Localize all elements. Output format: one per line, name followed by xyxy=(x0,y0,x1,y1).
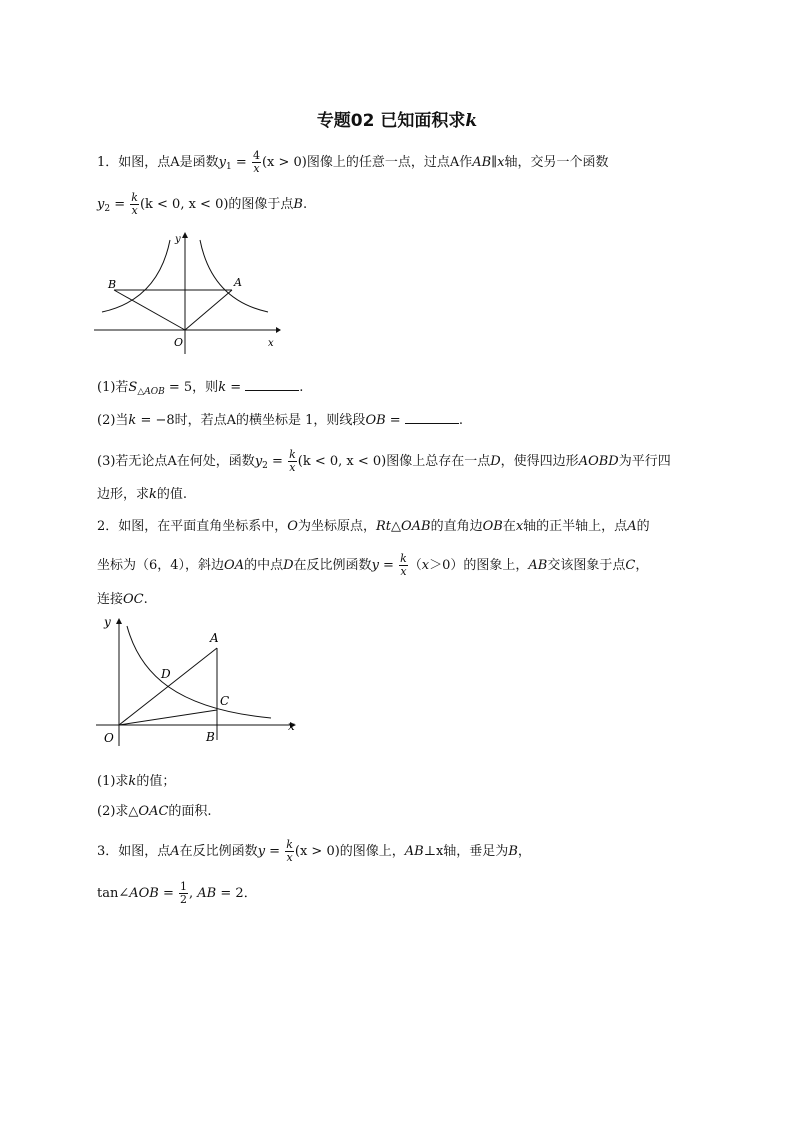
fraction-4-over-x: $\frac{4}{x}$ xyxy=(252,149,260,175)
fraction-k-over-x: $\frac{k}{x}$ xyxy=(289,448,296,474)
q2-figure xyxy=(96,614,302,746)
fraction-k-over-x: $\frac{k}{x}$ xyxy=(286,838,293,864)
fraction-k-over-x: $\frac{k}{x}$ xyxy=(131,191,138,217)
q2-line-3: 连接OC. xyxy=(97,592,148,607)
q2-line-1: 2．如图，在平面直角坐标系中，O为坐标原点，Rt△OAB的直角边OB在x轴的正半轴上，点A的 xyxy=(97,519,650,534)
q1-part-2: (2)当k = −8时，若点A的横坐标是 1，则线段OB = . xyxy=(97,413,463,428)
answer-blank-2[interactable] xyxy=(405,411,459,424)
q1-line-1: 1．如图，点A是函数$y_1$ = $\frac{4}{x}$ (x > 0)图像上的任意一点，过点A作AB∥x轴，交另一个函数 xyxy=(97,149,609,175)
q2-fig-point-a: A xyxy=(210,631,219,645)
title-variable: k xyxy=(465,111,478,131)
q2-fig-x-label: x xyxy=(288,719,295,733)
q1-fig-point-a: A xyxy=(234,276,242,289)
q2-fig-point-c: C xyxy=(220,694,230,708)
q1-line-2: $y_2$ = $\frac{k}{x}$ (k < 0, x < 0)的图像于点B. xyxy=(97,191,308,217)
q2-fig-point-b: B xyxy=(206,730,215,744)
page-title: 专题02 已知面积求k xyxy=(316,111,478,131)
q1-figure xyxy=(92,226,282,354)
q1-fig-x-label: x xyxy=(268,338,274,349)
q1-fig-point-b: B xyxy=(108,278,117,291)
q3-line-2: tan∠AOB = $\frac{1}{2}$ , AB = 2． xyxy=(97,880,257,906)
answer-blank-1[interactable] xyxy=(245,378,299,391)
q1-part-3: (3)若无论点A在何处，函数$y_2$ = $\frac{k}{x}$ (k < 0, x < 0)图像上总存在一点D，使得四边形AOBD为平行四 xyxy=(97,448,671,474)
q1-fig-origin-label: O xyxy=(174,336,184,349)
q3-line-1: 3．如图，点A在反比例函数y = $\frac{k}{x}$ (x > 0)的图像上，AB⊥x轴，垂足为B， xyxy=(97,838,531,864)
q1-part-1: (1)若$S_{\triangle AOB} = 5$，则k = . xyxy=(97,380,304,397)
fraction-k-over-x: $\frac{k}{x}$ xyxy=(400,552,407,578)
q1-fig-y-label: y xyxy=(175,234,181,245)
q2-fig-y-label: y xyxy=(104,615,111,629)
q2-fig-point-d: D xyxy=(161,667,171,681)
q2-part-2: (2)求△OAC的面积. xyxy=(97,804,212,819)
q2-line-2: 坐标为（6，4），斜边OA的中点D在反比例函数y = $\frac{k}{x}$ （x＞0）的图象上，AB交该图象于点C， xyxy=(97,552,649,578)
fraction-one-half: $\frac{1}{2}$ xyxy=(180,880,188,906)
q2-fig-origin-label: O xyxy=(104,731,114,745)
q1-part-3-cont: 边形，求k的值. xyxy=(97,487,188,502)
q2-part-1: (1)求k的值； xyxy=(97,774,176,789)
